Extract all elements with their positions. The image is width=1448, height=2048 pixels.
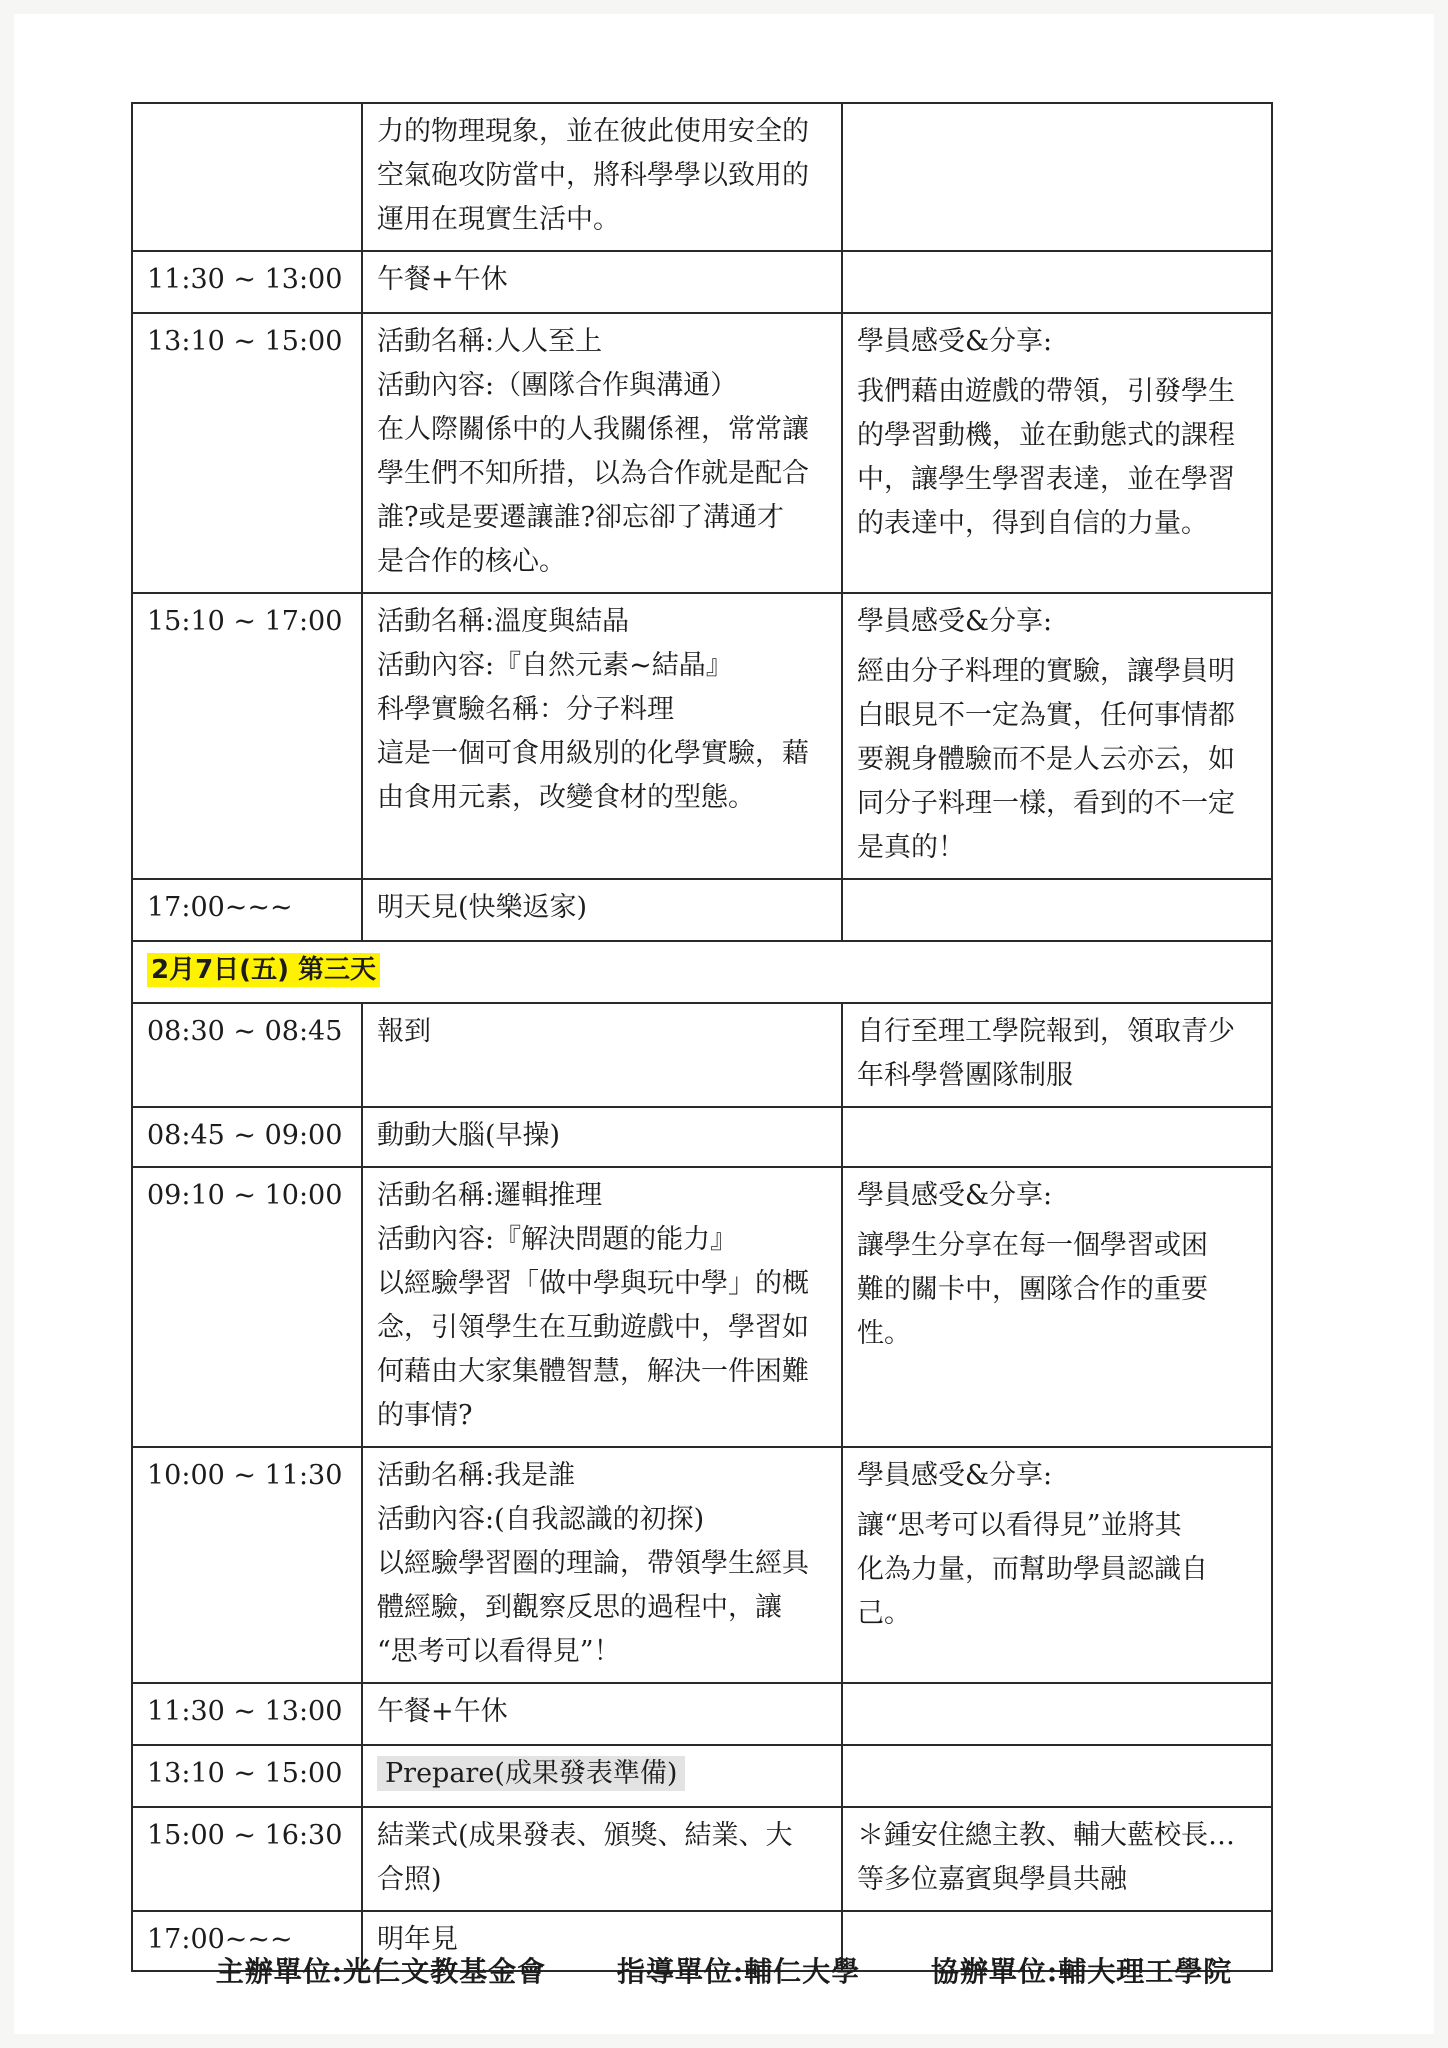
table-row: [132, 1003, 1272, 1107]
table-row: [132, 1167, 1272, 1447]
note-cell: 學員感受&分享: 經由分子料理的實驗，讓學員明 白眼見不一定為實，任何事情都 要親身體驗而不是人云亦云，如 同分子料理一樣，看到的不一定 是真的！: [842, 593, 1272, 879]
day-header-cell: [132, 941, 1272, 1003]
day-header-row: [132, 941, 1272, 1003]
table-row: [132, 103, 1272, 251]
time-cell: 17:00~~~: [132, 1911, 362, 1971]
activity-cell: 午餐+午休: [362, 251, 842, 313]
note-cell: [842, 879, 1272, 941]
prepare-label: Prepare(成果發表準備): [377, 1756, 685, 1791]
table-row: [132, 1447, 1272, 1683]
activity-cell: 動動大腦(早操): [362, 1107, 842, 1167]
note-cell: [842, 1683, 1272, 1745]
activity-cell: 活動名稱:人人至上 活動內容:（團隊合作與溝通） 在人際關係中的人我關係裡，常常讓 學生們不知所措，以為合作就是配合 誰?或是要遷讓誰?卻忘卻了溝通才 是合作的核心。: [362, 313, 842, 593]
note-cell: [842, 1745, 1272, 1807]
time-cell: [132, 103, 362, 251]
table-row: [132, 251, 1272, 313]
activity-cell: 活動名稱:我是誰 活動內容:(自我認識的初探) 以經驗學習圈的理論，帶領學生經具 體經驗，到觀察反思的過程中，讓 “思考可以看得見”！: [362, 1447, 842, 1683]
time-cell: 08:30 ~ 08:45: [132, 1003, 362, 1107]
advisor-label: 指導單位:輔仁大學: [616, 1955, 861, 1988]
activity-cell: 活動名稱:邏輯推理 活動內容:『解決問題的能力』 以經驗學習「做中學與玩中學」的概 念，引領學生在互動遊戲中，學習如 何藉由大家集體智慧，解決一件困難 的事情?: [362, 1167, 842, 1447]
note-heading: 學員感受&分享:: [857, 606, 1053, 637]
activity-cell: 報到: [362, 1003, 842, 1107]
time-cell: 13:10 ~ 15:00: [132, 313, 362, 593]
note-cell: [842, 251, 1272, 313]
activity-cell: 午餐+午休: [362, 1683, 842, 1745]
note-cell: 學員感受&分享: 我們藉由遊戲的帶領，引發學生 的學習動機，並在動態式的課程 中，讓學生學習表達，並在學習 的表達中，得到自信的力量。: [842, 313, 1272, 593]
organizer-label: 主辦單位:光仁文教基金會: [215, 1955, 547, 1988]
time-cell: 11:30 ~ 13:00: [132, 1683, 362, 1745]
time-cell: 17:00~~~: [132, 879, 362, 941]
time-cell: 13:10 ~ 15:00: [132, 1745, 362, 1807]
time-cell: 09:10 ~ 10:00: [132, 1167, 362, 1447]
note-cell: 學員感受&分享: 讓“思考可以看得見”並將其 化為力量，而幫助學員認識自 己。: [842, 1447, 1272, 1683]
time-cell: 10:00 ~ 11:30: [132, 1447, 362, 1683]
table-row: [132, 593, 1272, 879]
activity-cell: 活動名稱:溫度與結晶 活動內容:『自然元素~結晶』 科學實驗名稱：分子料理 這是一個可食用級別的化學實驗，藉 由食用元素，改變食材的型態。: [362, 593, 842, 879]
activity-cell: 力的物理現象，並在彼此使用安全的 空氣砲攻防當中，將科學學以致用的 運用在現實生活中。: [362, 103, 842, 251]
time-cell: 15:00 ~ 16:30: [132, 1807, 362, 1911]
table-row: [132, 1107, 1272, 1167]
schedule-table: [131, 102, 1273, 1972]
note-cell: 學員感受&分享: 讓學生分享在每一個學習或困 難的關卡中，團隊合作的重要 性。: [842, 1167, 1272, 1447]
note-heading: 學員感受&分享:: [857, 1180, 1053, 1211]
activity-cell: [362, 1745, 842, 1807]
table-row: [132, 1683, 1272, 1745]
time-cell: 15:10 ~ 17:00: [132, 593, 362, 879]
note-heading: 學員感受&分享:: [857, 1460, 1053, 1491]
table-row: [132, 879, 1272, 941]
note-cell: 自行至理工學院報到，領取青少 年科學營團隊制服: [842, 1003, 1272, 1107]
co-organizer-label: 協辦單位:輔大理工學院: [930, 1955, 1233, 1988]
table-row: [132, 313, 1272, 593]
table-row: [132, 1745, 1272, 1807]
note-cell: ＊鍾安住總主教、輔大藍校長… 等多位嘉賓與學員共融: [842, 1807, 1272, 1911]
day-header-label: 2月7日(五) 第三天: [147, 953, 380, 987]
time-cell: 08:45 ~ 09:00: [132, 1107, 362, 1167]
activity-cell: 明年見: [362, 1911, 842, 1971]
time-cell: 11:30 ~ 13:00: [132, 251, 362, 313]
note-heading: 學員感受&分享:: [857, 326, 1053, 357]
table-row: [132, 1807, 1272, 1911]
activity-cell: 明天見(快樂返家): [362, 879, 842, 941]
note-cell: [842, 1107, 1272, 1167]
activity-cell: 結業式(成果發表、頒獎、結業、大 合照): [362, 1807, 842, 1911]
footer-credits: [0, 1950, 1448, 1990]
note-cell: [842, 103, 1272, 251]
